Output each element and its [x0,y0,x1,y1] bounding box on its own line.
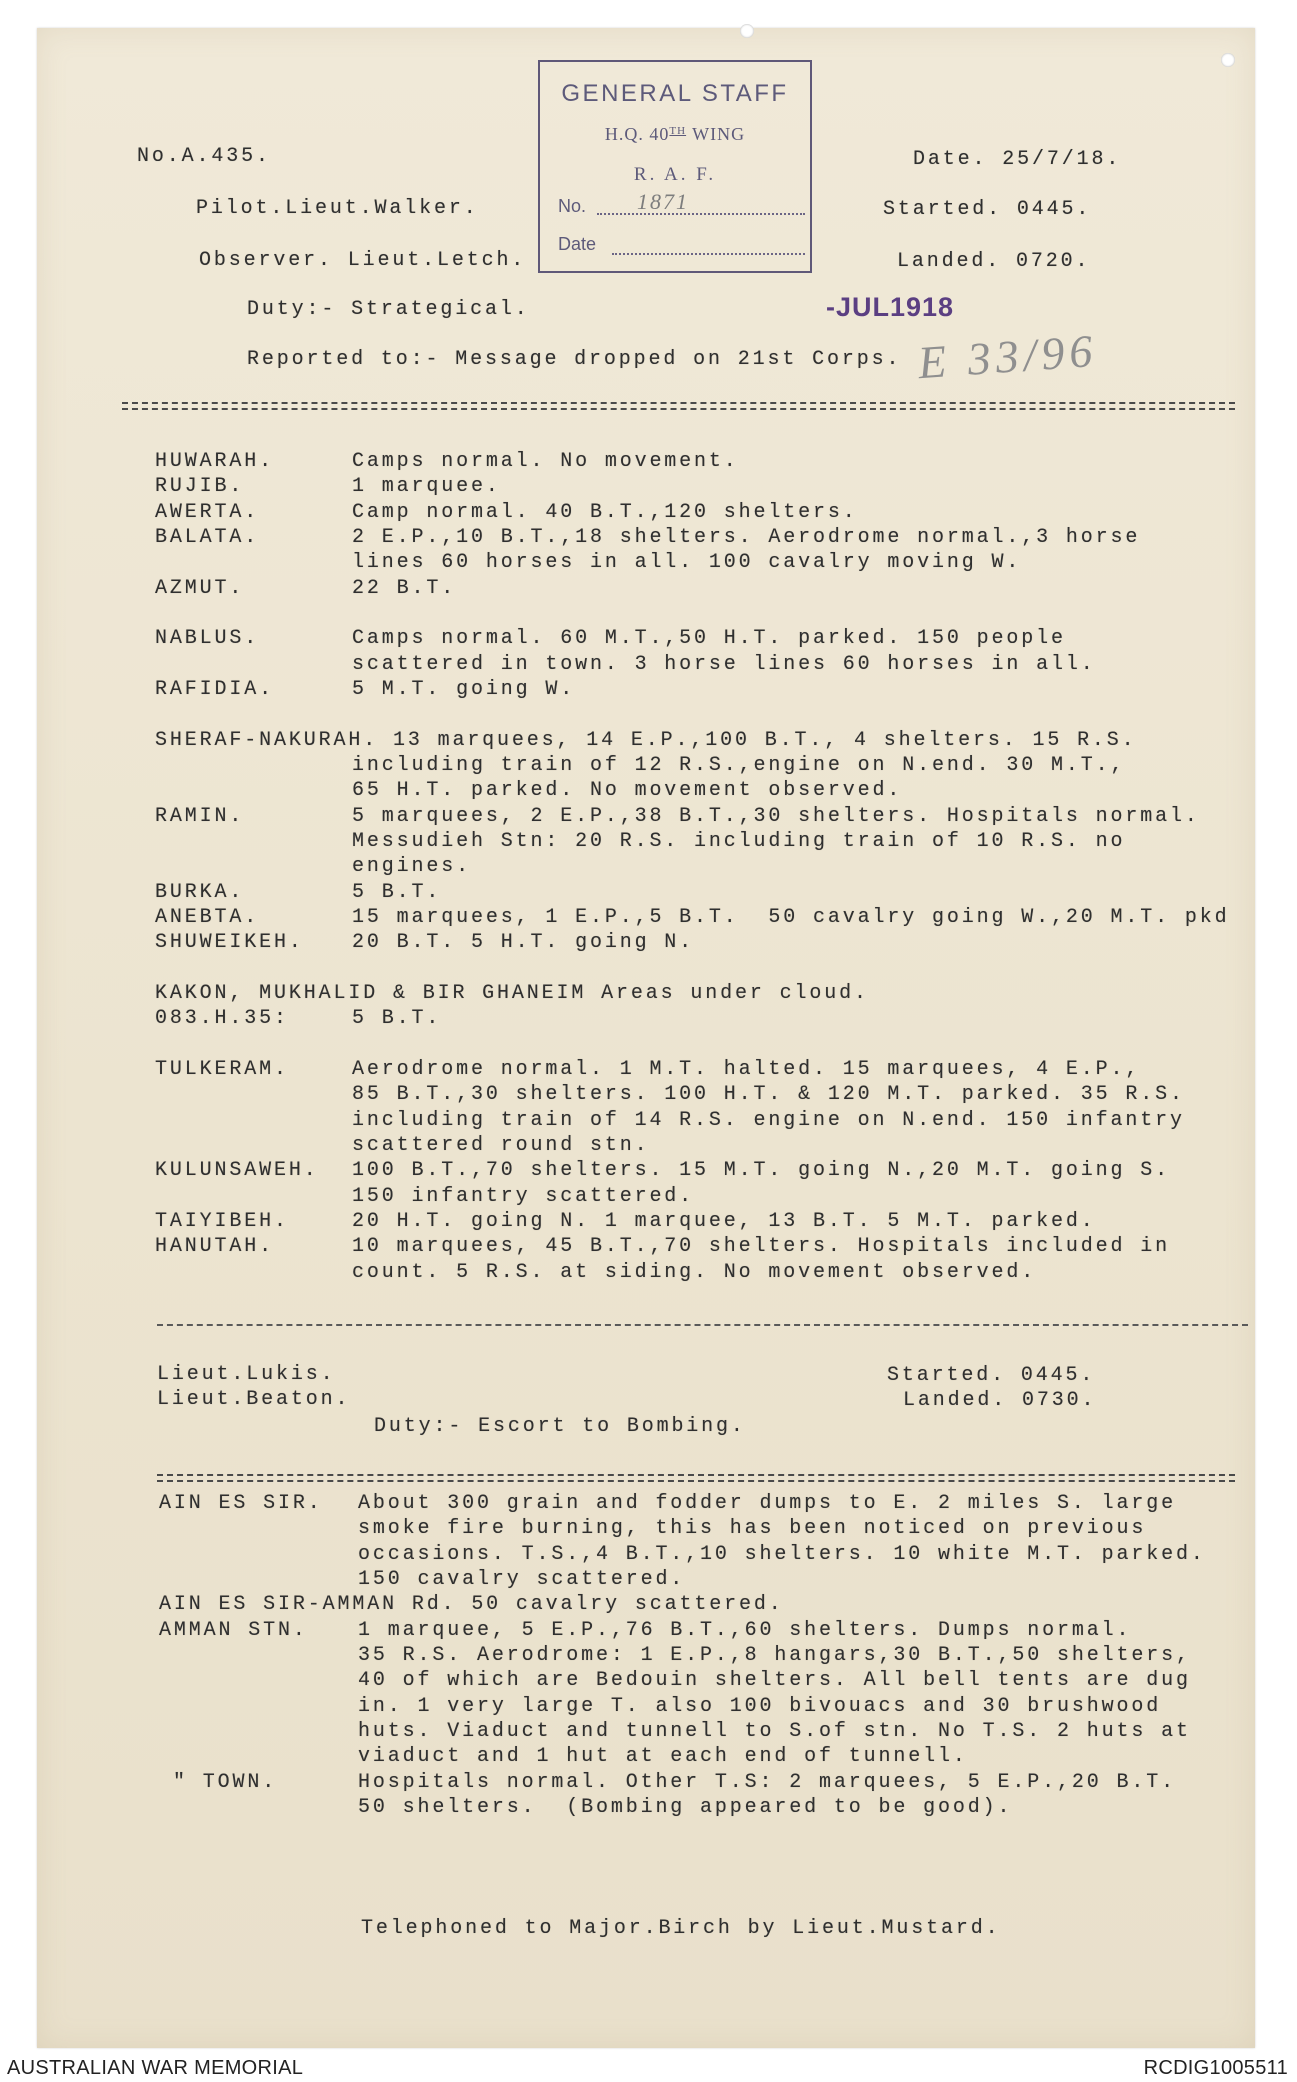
observation-text: including train of 12 R.S.,engine on N.end. 30 M.T., [352,753,1126,777]
report-line [155,981,1250,1006]
report-line [159,1694,1254,1719]
observation-text: 10 marquees, 45 B.T.,70 shelters. Hospitals included in [352,1235,1170,1259]
report-line [155,626,1250,651]
observation-text: engines. [352,855,471,879]
entry-rafidia [155,677,1250,702]
observation-text: scattered round stn. [352,1133,650,1157]
observation-text: 22 B.T. [352,576,457,600]
observation-text: 13 marquees, 14 E.P.,100 B.T., 4 shelters. 15 R.S. [392,728,1137,752]
report-line [159,1668,1254,1693]
observation-text: 2 E.P.,10 B.T.,18 shelters. Aerodrome normal.,3 horse [352,525,1141,549]
received-date-stamp: -JUL1918 [826,292,955,322]
flight-2-landed: Landed. 0730. [903,1389,1097,1412]
entry-kulunsaweh [155,1158,1250,1209]
observation-text: 85 B.T.,30 shelters. 100 H.T. & 120 M.T. parked. 35 R.S. [352,1083,1185,1107]
entry-ramin [155,804,1250,880]
stamp-unit-prefix: H.Q. 40 [604,124,670,144]
pilot-name: Pilot.Lieut.Walker. [196,197,479,220]
flight-2-pilot: Lieut.Lukis. [157,1363,336,1386]
observation-text: 5 B.T. [352,880,442,904]
observation-text: including train of 14 R.S. engine on N.end. 150 infantry [352,1108,1185,1132]
report-line [159,1491,1254,1516]
report-line [155,550,1250,575]
report-line [155,905,1250,930]
observation-text: huts. Viaduct and tunnell to S.of stn. No T.S. 2 huts at [358,1719,1191,1743]
blank-line [155,956,1250,981]
report-line [155,728,1250,753]
report-line [159,1542,1254,1567]
flight-2-started: Started. 0445. [887,1364,1096,1387]
report-line [159,1795,1254,1820]
entry-amman-stn [159,1618,1254,1770]
entry-burka [155,880,1250,905]
report-line [159,1516,1254,1541]
observation-text: Camps normal. 60 M.T.,50 H.T. parked. 150 people [352,627,1066,651]
observation-text: 40 of which are Bedouin shelters. All bell tents are dug [358,1669,1191,1693]
stamp-no-label: No. [558,196,587,216]
observation-text: 20 H.T. going N. 1 marquee, 13 B.T. 5 M.T. parked. [352,1209,1096,1233]
place-name: HUWARAH. [155,450,274,473]
report-line [159,1719,1254,1744]
place-name: SHUWEIKEH. [155,931,304,955]
report-line [155,677,1250,702]
report-line [155,804,1250,829]
stamp-service: R. A. F. [633,164,717,185]
observer-name: Observer. Lieut.Letch. [199,249,527,272]
report-line [159,1643,1254,1668]
entry-tulkeram [155,1057,1250,1158]
separator-line [157,1474,1235,1482]
report-line [155,753,1250,778]
observation-text: scattered in town. 3 horse lines 60 horses in all. [352,652,1096,676]
entry-azmut [155,576,1250,601]
report-line [155,1082,1250,1107]
report-line [155,1234,1250,1259]
stamp-unit-ordinal: TH [669,125,687,137]
place-name: AMMAN STN. [159,1618,308,1642]
flight-2-observer: Lieut.Beaton. [157,1388,351,1411]
entry-awerta [155,500,1250,525]
report-date: Date. 25/7/18. [913,148,1122,171]
entry-hanutah [155,1234,1250,1285]
report-line [155,525,1250,550]
observation-text: 1 marquee, 5 E.P.,76 B.T.,60 shelters. Dumps normal. [358,1618,1132,1642]
observation-text: 150 cavalry scattered. [358,1567,686,1591]
blank-line [155,601,1250,626]
stamp-date-label: Date [558,234,597,254]
observation-text: 50 cavalry scattered. [471,1593,784,1617]
general-staff-stamp [538,60,812,273]
place-name: 083.H.35: [155,1007,289,1031]
place-name: TULKERAM. [155,1057,289,1081]
observation-text: Camps normal. No movement. [352,450,739,473]
entry-amman-town [159,1770,1254,1821]
place-name: HANUTAH. [155,1235,274,1259]
place-name: KAKON, MUKHALID & BIR GHANEIM [155,981,587,1005]
entry-ain-es-sir [159,1491,1254,1592]
observation-text: 150 infantry scattered. [352,1184,695,1208]
observation-text: 50 shelters. (Bombing appeared to be good). [358,1795,1013,1819]
observation-text: viaduct and 1 hut at each end of tunnell. [358,1745,968,1769]
observation-text: Hospitals normal. Other T.S: 2 marquees, 5 E.P.,20 B.T. [358,1770,1176,1794]
observation-text: 5 B.T. [352,1007,442,1031]
flight-2-duty: Duty:- Escort to Bombing. [374,1415,746,1438]
observation-text: 5 marquees, 2 E.P.,38 B.T.,30 shelters. Hospitals normal. [352,804,1200,828]
place-name: AWERTA. [155,500,260,524]
report-line [155,474,1250,499]
entry-083-h-35 [155,1006,1250,1031]
entry-ain-es-sir-amman-road [159,1592,1254,1617]
reconnaissance-report-1 [155,449,1250,1285]
place-name: BALATA. [155,525,260,549]
punch-hole [740,24,754,38]
observation-text: Aerodrome normal. 1 M.T. halted. 15 marquees, 4 E.P., [352,1057,1141,1081]
report-line [159,1592,1254,1617]
observation-text: 35 R.S. Aerodrome: 1 E.P.,8 hangars,30 B.T.,50 shelters, [358,1643,1191,1667]
observation-text: occasions. T.S.,4 B.T.,10 shelters. 10 white M.T. parked. [358,1542,1206,1566]
report-line [155,1057,1250,1082]
observation-text: 5 M.T. going W. [352,677,576,701]
report-line [155,1006,1250,1031]
observation-text: 1 marquee. [352,475,501,499]
observation-text: smoke fire burning, this has been noticed on previous [358,1517,1147,1541]
place-name: RAMIN. [155,804,245,828]
duty: Duty:- Strategical. [247,298,530,321]
punch-hole [1221,53,1235,67]
report-line [155,930,1250,955]
report-line [155,652,1250,677]
separator-line [157,1324,1248,1326]
separator-line [122,402,1235,410]
record-id: RCDIG1005511 [1143,2057,1288,2079]
observation-text: count. 5 R.S. at siding. No movement observed. [352,1260,1037,1284]
report-line [159,1770,1254,1795]
place-name: AIN ES SIR-AMMAN Rd. [159,1593,457,1617]
observation-text: 20 B.T. 5 H.T. going N. [352,931,695,955]
place-name: RUJIB. [155,475,245,499]
place-name: KULUNSAWEH. [155,1159,319,1183]
place-name: BURKA. [155,880,245,904]
observation-text: in. 1 very large T. also 100 bivouacs and 30 brushwood [358,1694,1162,1718]
report-line [155,1158,1250,1183]
report-line [155,1260,1250,1285]
blank-line [155,1032,1250,1057]
stamp-unit [540,124,810,145]
observation-text: Areas under cloud. [601,981,869,1005]
started-time: Started. 0445. [883,198,1092,221]
report-line [155,1133,1250,1158]
handwritten-file-reference: E 33/96 [916,324,1099,389]
institution-credit: AUSTRALIAN WAR MEMORIAL [7,2057,304,2079]
report-line [155,1209,1250,1234]
stamp-no-value: 1871 [637,189,689,214]
observation-text: Camp normal. 40 B.T.,120 shelters. [352,500,858,524]
blank-line [155,702,1250,727]
stamp-unit-suffix: WING [692,124,746,144]
reconnaissance-report-2 [159,1491,1254,1820]
entry-taiyibeh [155,1209,1250,1234]
observation-text: About 300 grain and fodder dumps to E. 2 miles S. large [358,1492,1176,1515]
entry-rujib [155,474,1250,499]
observation-text: 65 H.T. parked. No movement observed. [352,779,903,803]
place-name: SHERAF-NAKURAH. [155,728,379,752]
observation-text: lines 60 horses in all. 100 cavalry moving W. [352,551,1022,575]
entry-balata [155,525,1250,576]
place-name: AIN ES SIR. [159,1492,323,1515]
place-name: NABLUS. [155,627,260,651]
closing-note: Telephoned to Major.Birch by Lieut.Mustard. [361,1917,1001,1940]
entry-sheraf-nakurah [155,728,1250,804]
place-name: RAFIDIA. [155,677,274,701]
report-line [155,1108,1250,1133]
report-line [159,1618,1254,1643]
entry-kakon-mukhalid-bir-ghaneim [155,981,1250,1006]
report-line [155,854,1250,879]
observation-text: 100 B.T.,70 shelters. 15 M.T. going N.,20 M.T. going S. [352,1159,1170,1183]
landed-time: Landed. 0720. [897,250,1091,273]
entry-anebta [155,905,1250,930]
report-line [155,1184,1250,1209]
entry-huwarah [155,449,1250,474]
place-name: " TOWN. [173,1770,278,1794]
stamp-no-dotted-line [597,213,805,215]
stamp-date-dotted-line [612,253,805,255]
place-name: ANEBTA. [155,905,260,929]
observation-text: Messudieh Stn: 20 R.S. including train of 10 R.S. no [352,829,1126,853]
reported-to: Reported to:- Message dropped on 21st Corps. [247,348,902,371]
report-line [159,1567,1254,1592]
report-line [159,1744,1254,1769]
observation-text: 15 marquees, 1 E.P.,5 B.T. 50 cavalry going W.,20 M.T. pkd [352,905,1230,929]
report-line [155,880,1250,905]
place-name: AZMUT. [155,576,245,600]
report-number: No.A.435. [137,145,271,168]
place-name: TAIYIBEH. [155,1209,289,1233]
report-line [155,500,1250,525]
entry-shuweikeh [155,930,1250,955]
report-line [155,778,1250,803]
report-line [155,449,1250,474]
report-line [155,829,1250,854]
stamp-title: GENERAL STAFF [561,80,789,107]
entry-nablus [155,626,1250,677]
report-line [155,576,1250,601]
